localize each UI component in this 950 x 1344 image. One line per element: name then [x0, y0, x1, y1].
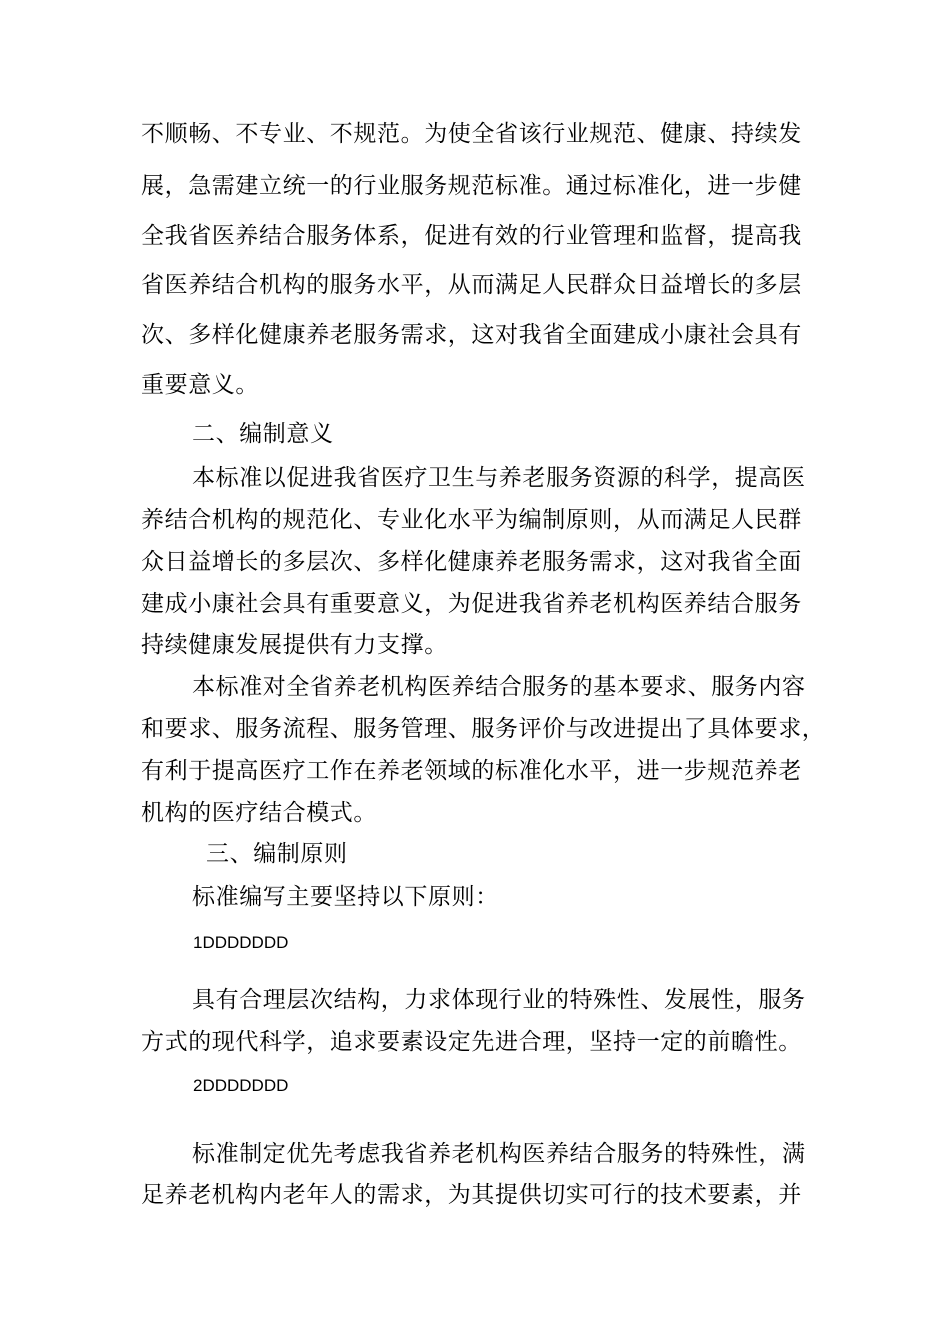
paragraph-line: 展，急需建立统一的行业服务规范标准。通过标准化，进一步健 [141, 173, 802, 199]
paragraph-line: 机构的医疗结合模式。 [141, 800, 377, 826]
paragraph-line: 方式的现代科学，追求要素设定先进合理，坚持一定的前瞻性。 [141, 1029, 802, 1055]
paragraph-line: 重要意义。 [141, 372, 259, 398]
paragraph-line: 众日益增长的多层次、多样化健康养老服务需求，这对我省全面 [141, 549, 802, 575]
paragraph-line: 次、多样化健康养老服务需求，这对我省全面建成小康社会具有 [141, 322, 802, 348]
paragraph-line: 养结合机构的规范化、专业化水平为编制原则，从而满足人民群 [141, 507, 802, 533]
paragraph-line: 全我省医养结合服务体系，促进有效的行业管理和监督，提高我 [141, 223, 802, 249]
paragraph-line: 不顺畅、不专业、不规范。为使全省该行业规范、健康、持续发 [141, 121, 802, 147]
paragraph-line: 足养老机构内老年人的需求，为其提供切实可行的技术要素，并 [141, 1182, 802, 1208]
paragraph-line: 具有合理层次结构，力求体现行业的特殊性、发展性，服务 [192, 987, 806, 1013]
section-heading: 二、编制意义 [192, 421, 334, 447]
paragraph-line: 建成小康社会具有重要意义，为促进我省养老机构医养结合服务 [141, 591, 802, 617]
paragraph-line: 和要求、服务流程、服务管理、服务评价与改进提出了具体要求， [141, 716, 826, 742]
list-item-label: 2DDDDDDD [193, 1076, 289, 1095]
paragraph-line: 有利于提高医疗工作在养老领域的标准化水平，进一步规范养老 [141, 758, 802, 784]
list-item-label: 1DDDDDDD [193, 933, 289, 952]
paragraph-line: 本标准以促进我省医疗卫生与养老服务资源的科学，提高医 [192, 465, 806, 491]
section-heading: 三、编制原则 [206, 841, 348, 867]
paragraph-line: 持续健康发展提供有力支撑。 [141, 632, 448, 658]
paragraph-line: 本标准对全省养老机构医养结合服务的基本要求、服务内容 [192, 674, 806, 700]
paragraph-line: 省医养结合机构的服务水平，从而满足人民群众日益增长的多层 [141, 272, 802, 298]
paragraph-line: 标准编写主要坚持以下原则： [192, 884, 499, 910]
paragraph-line: 标准制定优先考虑我省养老机构医养结合服务的特殊性，满 [192, 1141, 806, 1167]
